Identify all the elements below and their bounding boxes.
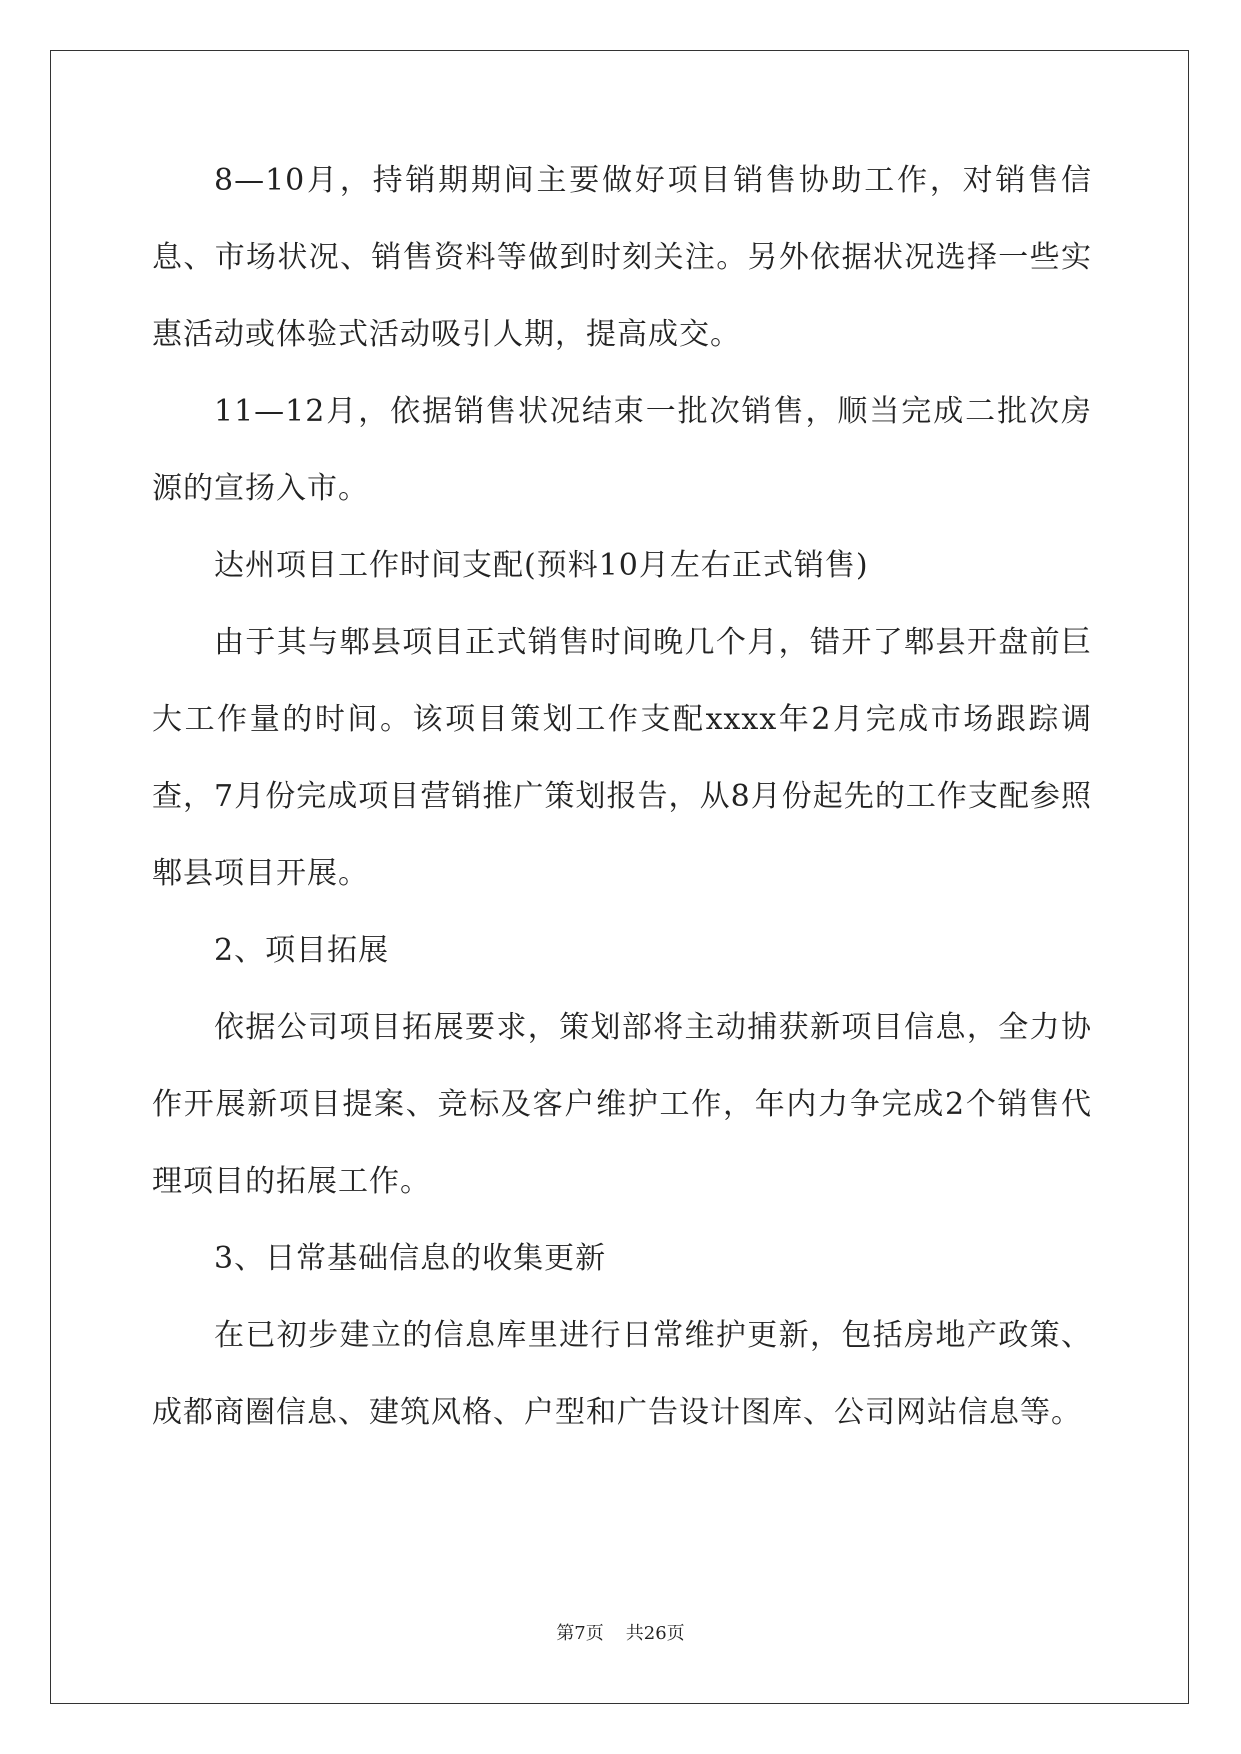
paragraph-dazhou-schedule-detail: 由于其与郫县项目正式销售时间晚几个月，错开了郫县开盘前巨大工作量的时间。该项目策划工作支配xxxx年2月完成市场跟踪调查，7月份完成项目营销推广策划报告，从8月份起先的工作支配参照郫县项目开展。 (152, 625, 1092, 891)
page-number: 第7页 (556, 1623, 604, 1644)
page-total: 共26页 (625, 1623, 685, 1644)
paragraph-sales-schedule-nov-dec: 11—12月，依据销售状况结束一批次销售，顺当完成二批次房源的宣扬入市。 (152, 394, 1092, 506)
section-heading-project-expansion: 2、项目拓展 (214, 933, 390, 968)
paragraph-project-expansion: 依据公司项目拓展要求，策划部将主动捕获新项目信息，全力协作开展新项目提案、竞标及客户维护工作，年内力争完成2个销售代理项目的拓展工作。 (152, 1010, 1092, 1199)
section-heading-info-collection: 3、日常基础信息的收集更新 (214, 1241, 607, 1276)
paragraph-dazhou-schedule-heading: 达州项目工作时间支配(预料10月左右正式销售) (214, 548, 869, 583)
paragraph-sales-schedule-aug-oct: 8—10月，持销期期间主要做好项目销售协助工作，对销售信息、市场状况、销售资料等做到时刻关注。另外依据状况选择一些实惠活动或体验式活动吸引人期，提高成交。 (152, 163, 1092, 352)
document-body (152, 163, 1092, 1451)
page-footer (0, 1622, 1241, 1646)
paragraph-info-collection: 在已初步建立的信息库里进行日常维护更新，包括房地产政策、成都商圈信息、建筑风格、户型和广告设计图库、公司网站信息等。 (152, 1318, 1092, 1430)
